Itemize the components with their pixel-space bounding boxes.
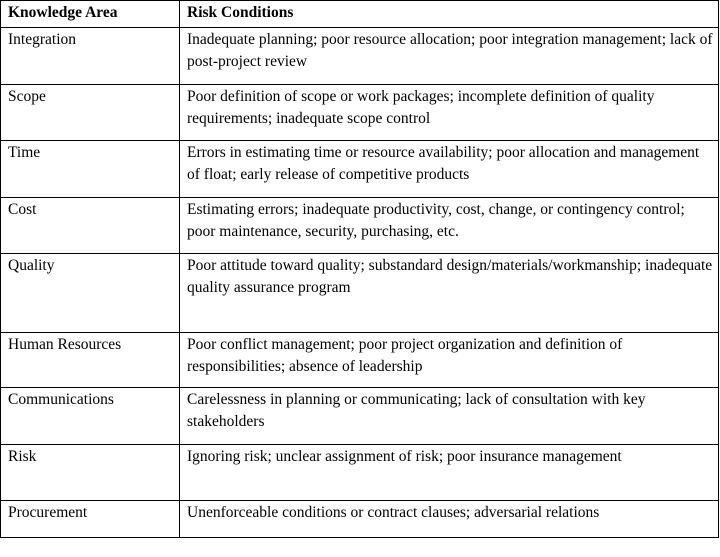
knowledge-area-cell: Quality <box>1 254 180 333</box>
table-row <box>1 197 719 254</box>
table-row <box>1 28 719 85</box>
table-row <box>1 445 719 501</box>
knowledge-area-cell: Time <box>1 141 180 198</box>
risk-conditions-cell: Estimating errors; inadequate productivity, cost, change, or contingency control; poor maintenance, security, purchasing, etc. <box>180 197 719 254</box>
risk-conditions-cell: Inadequate planning; poor resource allocation; poor integration management; lack of post-project review <box>180 28 719 85</box>
knowledge-area-cell: Scope <box>1 84 180 141</box>
knowledge-area-cell: Integration <box>1 28 180 85</box>
header-risk-conditions: Risk Conditions <box>180 1 719 28</box>
knowledge-area-cell: Communications <box>1 388 180 445</box>
risk-conditions-cell: Carelessness in planning or communicating; lack of consultation with key stakeholders <box>180 388 719 445</box>
risk-conditions-cell: Poor definition of scope or work packages; incomplete definition of quality requirements; inadequate scope control <box>180 84 719 141</box>
header-row <box>1 1 719 28</box>
table-row <box>1 254 719 333</box>
table-row <box>1 388 719 445</box>
table-row <box>1 84 719 141</box>
table-row <box>1 332 719 388</box>
table-row <box>1 141 719 198</box>
knowledge-area-cell: Cost <box>1 197 180 254</box>
risk-conditions-cell: Errors in estimating time or resource availability; poor allocation and management of float; early release of competitive products <box>180 141 719 198</box>
risk-conditions-cell: Poor conflict management; poor project organization and definition of responsibilities; absence of leadership <box>180 332 719 388</box>
knowledge-area-cell: Risk <box>1 445 180 501</box>
risk-conditions-cell: Ignoring risk; unclear assignment of risk; poor insurance management <box>180 445 719 501</box>
risk-conditions-cell: Poor attitude toward quality; substandard design/materials/workmanship; inadequate quality assurance program <box>180 254 719 333</box>
table-row <box>1 500 719 537</box>
risk-conditions-cell: Unenforceable conditions or contract clauses; adversarial relations <box>180 500 719 537</box>
knowledge-area-cell: Human Resources <box>1 332 180 388</box>
knowledge-area-cell: Procurement <box>1 500 180 537</box>
header-knowledge-area: Knowledge Area <box>1 1 180 28</box>
